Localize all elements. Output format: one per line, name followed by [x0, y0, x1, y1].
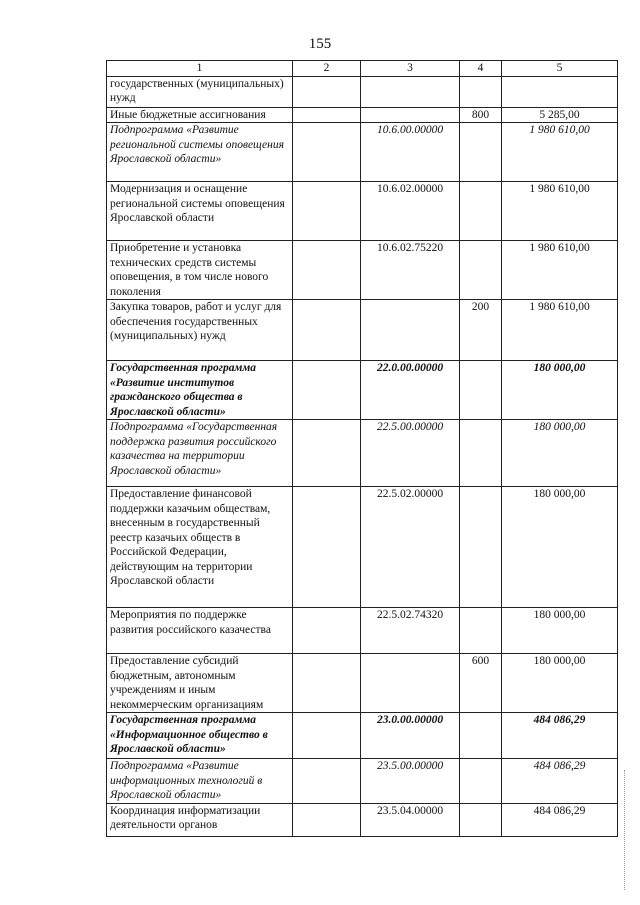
row-name-cell: Подпрограмма «Развитие региональной системы оповещения Ярославской области» — [107, 123, 293, 182]
row-name-cell: Координация информатизации деятельности органов — [107, 803, 293, 836]
row-name-cell: Модернизация и оснащение региональной системы оповещения Ярославской области — [107, 182, 293, 241]
row-name-cell: Предоставление субсидий бюджетным, автономным учреждениям и иным некоммерческим организациям — [107, 654, 293, 713]
table-header-row — [107, 61, 618, 77]
row-code-cell: 22.5.00.00000 — [361, 420, 460, 487]
row-type-cell — [460, 182, 502, 241]
row-col2-cell — [293, 182, 361, 241]
row-col2-cell — [293, 608, 361, 654]
row-col2-cell — [293, 361, 361, 420]
row-code-cell: 10.6.02.00000 — [361, 182, 460, 241]
row-col2-cell — [293, 759, 361, 804]
table-row — [107, 654, 618, 713]
row-amount-cell — [502, 76, 618, 107]
row-type-cell — [460, 420, 502, 487]
row-col2-cell — [293, 300, 361, 361]
row-name-cell: Приобретение и установка технических средств системы оповещения, в том числе нового поколения — [107, 241, 293, 300]
column-header: 1 — [107, 61, 293, 77]
row-col2-cell — [293, 487, 361, 608]
row-col2-cell — [293, 420, 361, 487]
row-amount-cell: 180 000,00 — [502, 654, 618, 713]
row-amount-cell: 1 980 610,00 — [502, 300, 618, 361]
row-col2-cell — [293, 713, 361, 759]
table-row — [107, 182, 618, 241]
row-code-cell: 10.6.02.75220 — [361, 241, 460, 300]
row-type-cell — [460, 487, 502, 608]
row-amount-cell: 180 000,00 — [502, 420, 618, 487]
row-name-cell: Государственная программа «Развитие институтов гражданского общества в Ярославской области» — [107, 361, 293, 420]
row-code-cell — [361, 76, 460, 107]
margin-mark — [624, 770, 629, 890]
row-amount-cell: 1 980 610,00 — [502, 241, 618, 300]
row-name-cell: Подпрограмма «Развитие информационных технологий в Ярославской области» — [107, 759, 293, 804]
row-type-cell — [460, 803, 502, 836]
row-code-cell — [361, 300, 460, 361]
row-type-cell — [460, 361, 502, 420]
row-type-cell — [460, 76, 502, 107]
row-amount-cell: 180 000,00 — [502, 487, 618, 608]
row-amount-cell: 1 980 610,00 — [502, 182, 618, 241]
row-amount-cell: 484 086,29 — [502, 803, 618, 836]
row-name-cell: Подпрограмма «Государственная поддержка развития российского казачества на территории Ярославской области» — [107, 420, 293, 487]
table-row — [107, 608, 618, 654]
table-row — [107, 241, 618, 300]
row-name-cell: Предоставление финансовой поддержки казачьим обществам, внесенным в государственный реестр казачьих обществ в Российской Федерации, действующим на территории Ярославской области — [107, 487, 293, 608]
table-row — [107, 487, 618, 608]
row-col2-cell — [293, 76, 361, 107]
row-code-cell: 23.5.00.00000 — [361, 759, 460, 804]
row-amount-cell: 484 086,29 — [502, 713, 618, 759]
row-amount-cell: 1 980 610,00 — [502, 123, 618, 182]
row-col2-cell — [293, 107, 361, 123]
page-number: 155 — [308, 36, 332, 52]
row-code-cell: 22.0.00.00000 — [361, 361, 460, 420]
row-name-cell: Государственная программа «Информационное общество в Ярославской области» — [107, 713, 293, 759]
row-col2-cell — [293, 123, 361, 182]
row-type-cell: 600 — [460, 654, 502, 713]
row-type-cell — [460, 713, 502, 759]
row-type-cell: 200 — [460, 300, 502, 361]
row-type-cell — [460, 608, 502, 654]
row-amount-cell: 5 285,00 — [502, 107, 618, 123]
table-row — [107, 107, 618, 123]
row-type-cell: 800 — [460, 107, 502, 123]
row-name-cell: государственных (муниципальных) нужд — [107, 76, 293, 107]
table-row — [107, 123, 618, 182]
table-row — [107, 713, 618, 759]
row-type-cell — [460, 241, 502, 300]
row-amount-cell: 484 086,29 — [502, 759, 618, 804]
row-code-cell — [361, 654, 460, 713]
table-row — [107, 300, 618, 361]
table-row — [107, 420, 618, 487]
table-row — [107, 76, 618, 107]
row-code-cell: 22.5.02.74320 — [361, 608, 460, 654]
table-row — [107, 759, 618, 804]
column-header: 3 — [361, 61, 460, 77]
row-name-cell: Мероприятия по поддержке развития российского казачества — [107, 608, 293, 654]
row-col2-cell — [293, 241, 361, 300]
row-col2-cell — [293, 803, 361, 836]
row-code-cell: 10.6.00.00000 — [361, 123, 460, 182]
column-header: 2 — [293, 61, 361, 77]
column-header: 4 — [460, 61, 502, 77]
row-code-cell: 23.0.00.00000 — [361, 713, 460, 759]
column-header: 5 — [502, 61, 618, 77]
row-code-cell: 22.5.02.00000 — [361, 487, 460, 608]
row-name-cell: Закупка товаров, работ и услуг для обеспечения государственных (муниципальных) нужд — [107, 300, 293, 361]
row-col2-cell — [293, 654, 361, 713]
row-amount-cell: 180 000,00 — [502, 608, 618, 654]
budget-table — [106, 60, 618, 837]
row-type-cell — [460, 759, 502, 804]
row-name-cell: Иные бюджетные ассигнования — [107, 107, 293, 123]
row-type-cell — [460, 123, 502, 182]
table-row — [107, 803, 618, 836]
row-amount-cell: 180 000,00 — [502, 361, 618, 420]
row-code-cell — [361, 107, 460, 123]
table-row — [107, 361, 618, 420]
row-code-cell: 23.5.04.00000 — [361, 803, 460, 836]
